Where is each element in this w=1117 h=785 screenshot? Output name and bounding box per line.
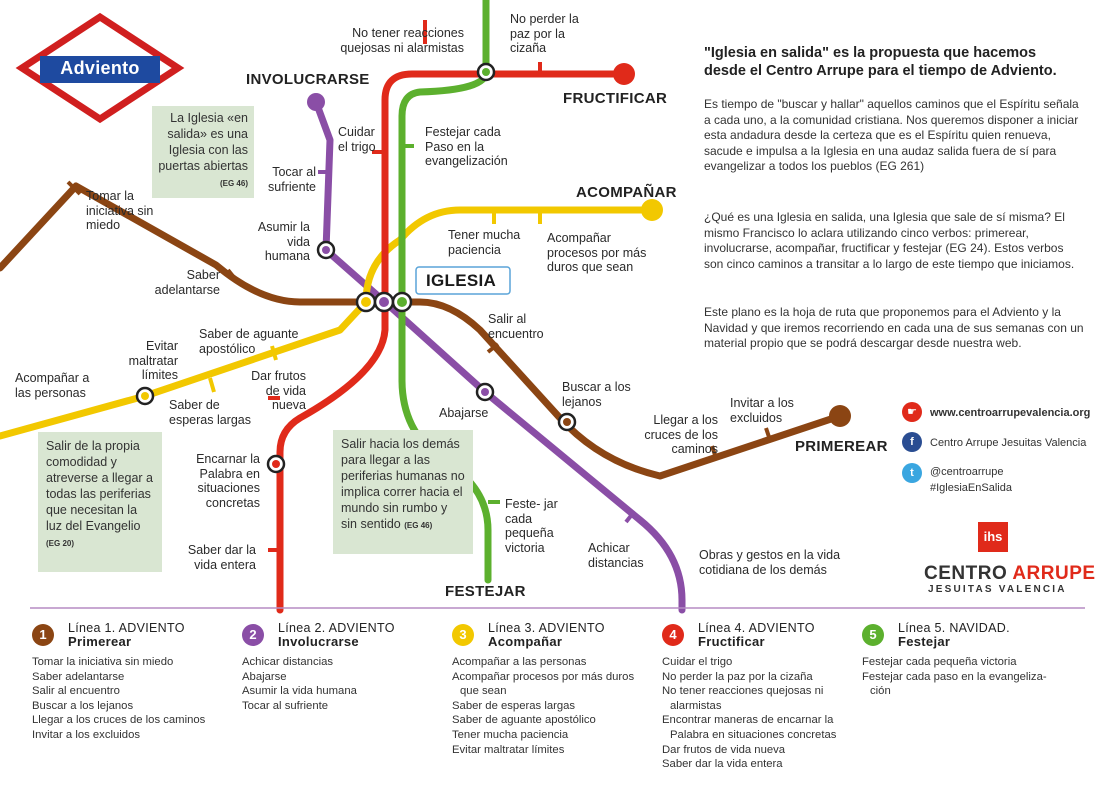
station-acompanar: ACOMPAÑAR [576, 184, 677, 201]
stop-tener-paciencia: Tener mucha paciencia [448, 228, 521, 257]
legend-title-3 [488, 621, 605, 649]
legend-item: Tocar al sufriente [242, 699, 329, 712]
legend-number-5: 5 [862, 624, 884, 646]
legend-title-4 [698, 621, 815, 649]
legend-line-name: Involucrarse [278, 634, 359, 649]
ihs-logo: ihs [978, 522, 1008, 552]
legend-line-label: Línea 2. ADVIENTO [278, 621, 395, 635]
intro-paragraph-1: Es tiempo de "buscar y hallar" aquellos caminos que el Espíritu señala a cada uno, a la comunidad cristiana. Nos queremos disponer a iniciar esta andadura desde la certeza que es el Espíritu quien renueva, sacude e impulsa a la Iglesia en una audaz salida fuera de sí para evangelizar a todos los pueblos (EG 261) [704, 97, 1079, 174]
legend-number-1: 1 [32, 624, 54, 646]
legend-item: Llegar a los cruces de los caminos [32, 714, 206, 727]
legend-item: No perder la paz por la cizaña [662, 670, 813, 683]
station-dot [563, 418, 571, 426]
legend-title-5 [898, 621, 1010, 649]
legend-item: ción [870, 685, 891, 698]
legend-list-3 [452, 655, 634, 757]
legend-line-name: Acompañar [488, 634, 563, 649]
intro-paragraph-3: Este plano es la hoja de ruta que proponemos para el Adviento y la Navidad y que iremos recorriendo en cada una de sus semanas con un material propio que se podrá descargar desde nuestra web. [704, 305, 1084, 351]
terminal-brown [829, 405, 851, 427]
stop-saber-adelantarse: Saber adelantarse [154, 268, 220, 297]
hashtag: #IglesiaEnSalida [930, 482, 1012, 494]
stop-cuidar-trigo: Cuidar el trigo [338, 125, 376, 154]
station-dot [141, 392, 149, 400]
legend-item: Tomar la iniciativa sin miedo [32, 656, 174, 668]
brand-name [924, 563, 1096, 585]
legend-item: Festejar cada pequeña victoria [862, 656, 1017, 668]
legend-item: Saber de aguante apostólico [452, 714, 596, 727]
legend-item: Saber dar la vida entera [662, 758, 783, 771]
legend-title-2 [278, 621, 395, 649]
stop-saber-dar-vida: Saber dar la vida entera [187, 543, 256, 572]
legend-line-label: Línea 3. ADVIENTO [488, 621, 605, 635]
legend-item: Abajarse [242, 670, 287, 683]
brand-sub: JESUITAS VALENCIA [928, 584, 1067, 595]
stop-saber-aguante: Saber de aguante apostólico [199, 327, 299, 356]
stop-no-tener-reacciones: No tener reacciones quejosas ni alarmistas [340, 26, 464, 55]
web-link[interactable]: www.centroarrupevalencia.org [930, 407, 1091, 419]
legend-item: Buscar a los lejanos [32, 699, 134, 712]
legend-line-label: Línea 1. ADVIENTO [68, 621, 185, 635]
facebook-icon[interactable]: f [902, 432, 922, 452]
legend-item: Palabra en situaciones concretas [670, 728, 837, 741]
legend-item: Invitar a los excluidos [32, 728, 140, 741]
station-fructificar: FRUCTIFICAR [563, 90, 668, 107]
facebook-link[interactable]: Centro Arrupe Jesuitas Valencia [930, 437, 1087, 449]
note-salir-comodidad [38, 432, 162, 572]
stop-acompanar-personas: Acompañar a las personas [15, 371, 90, 400]
legend-list-4 [662, 655, 836, 772]
legend-item: que sean [460, 685, 507, 698]
stop-buscar-lejanos: Buscar a los lejanos [562, 380, 631, 409]
stop-saber-esperas: Saber de esperas largas [169, 398, 251, 427]
brand-name-b: ARRUPE [1012, 563, 1096, 584]
note-text: Salir hacia los demás para llegar a las periferias humanas no implica correr hacia el mundo sin rumbo y sin sentido [341, 437, 465, 531]
legend-item: Salir al encuentro [32, 685, 120, 698]
legend-list-1 [32, 655, 205, 743]
tick [210, 378, 214, 392]
note-text: Salir de la propia comodidad y atreverse a llegar a todas las periferias que necesitan la luz del Evangelio [46, 439, 154, 533]
stop-acompanar-procesos: Acompañar procesos por más duros que sean [547, 231, 647, 274]
station-festejar: FESTEJAR [445, 583, 526, 600]
brand-name-a: CENTRO [924, 563, 1008, 584]
iglesia-hub [357, 293, 411, 311]
intro-title: "Iglesia en salida" es la propuesta que hacemos desde el Centro Arrupe para el tiempo de Adviento. [704, 45, 1057, 79]
station-dot [322, 246, 330, 254]
stop-dar-frutos: Dar frutos de vida nueva [251, 369, 306, 412]
legend-line-name: Fructificar [698, 634, 765, 649]
note-iglesia-puertas [152, 106, 254, 198]
note-ref: (EG 20) [46, 539, 75, 548]
note-salir-demas [333, 430, 473, 554]
legend-number-2: 2 [242, 624, 264, 646]
legend-item: Saber de esperas largas [452, 699, 576, 712]
station-dot [272, 460, 280, 468]
stop-achicar-distancias: Achicar distancias [588, 541, 644, 570]
legend-list-5 [862, 655, 1047, 699]
note-ref: (EG 46) [219, 179, 248, 188]
logo-label: Adviento [60, 58, 140, 78]
web-icon: ☛ [902, 402, 922, 422]
stop-abajarse: Abajarse [439, 406, 489, 420]
stop-festejar-paso: Festejar cada Paso en la evangelización [425, 125, 508, 168]
legend-line-name: Primerear [68, 634, 132, 649]
legend-item: No tener reacciones quejosas ni [662, 685, 824, 698]
station-dot [482, 68, 490, 76]
station-primerear: PRIMEREAR [795, 438, 888, 455]
legend-line-label: Línea 5. NAVIDAD. [898, 621, 1010, 635]
legend-number-3: 3 [452, 624, 474, 646]
stop-evitar-maltratar: Evitar maltratar límites [128, 339, 178, 382]
stop-tocar-sufriente: Tocar al sufriente [268, 165, 316, 194]
terminal-red [613, 63, 635, 85]
legend-item: Dar frutos de vida nueva [662, 743, 786, 756]
station-iglesia: IGLESIA [426, 271, 497, 290]
stop-no-perder-paz: No perder la paz por la cizaña [510, 12, 579, 55]
stop-festejar-victoria: Feste- jar cada pequeña victoria [505, 497, 558, 555]
legend-item: Asumir la vida humana [242, 685, 357, 698]
legend-item: alarmistas [670, 699, 722, 712]
legend-item: Acompañar procesos por más duros [452, 670, 635, 683]
stop-tomar-iniciativa: Tomar la iniciativa sin miedo [86, 189, 154, 232]
legend-title-1 [68, 621, 185, 649]
intro-paragraph-2: ¿Qué es una Iglesia en salida, una Iglesia que sale de sí misma? El mismo Francisco lo aclara utilizando cinco verbos: primerear, involucrarse, acompañar, fructificar y festejar (EG 24). Estos verbos son cinco caminos a transitar a lo largo de este tiempo que iniciamos. [704, 210, 1075, 271]
stop-llegar-cruces: Llegar a los cruces de los caminos [644, 413, 718, 456]
legend-number-4: 4 [662, 624, 684, 646]
legend-item: Acompañar a las personas [452, 656, 587, 668]
station-involucrarse: INVOLUCRARSE [246, 71, 370, 88]
stop-invitar-excluidos: Invitar a los excluidos [730, 396, 794, 425]
legend-line-name: Festejar [898, 634, 951, 649]
note-ref: (EG 46) [404, 521, 433, 530]
stop-asumir-vida: Asumir la vida humana [257, 220, 310, 263]
note-text: La Iglesia «en salida» es una Iglesia con las puertas abiertas [158, 111, 248, 173]
legend-item: Achicar distancias [242, 656, 334, 668]
terminal-yellow [641, 199, 663, 221]
legend-list-2 [242, 655, 357, 713]
legend-item: Cuidar el trigo [662, 656, 733, 668]
legend-item: Evitar maltratar límites [452, 743, 565, 756]
twitter-handle[interactable]: @centroarrupe [930, 466, 1004, 478]
legend-item: Encontrar maneras de encarnar la [662, 714, 834, 727]
stop-encarnar-palabra: Encarnar la Palabra en situaciones concretas [196, 452, 260, 510]
twitter-icon[interactable]: t [902, 463, 922, 483]
legend-line-label: Línea 4. ADVIENTO [698, 621, 815, 635]
terminal-purple [307, 93, 325, 111]
station-dot [481, 388, 489, 396]
legend-item: Saber adelantarse [32, 670, 125, 683]
legend-item: Tener mucha paciencia [452, 728, 569, 741]
stop-salir-encuentro: Salir al encuentro [488, 312, 544, 341]
legend-item: Festejar cada paso en la evangeliza- [862, 670, 1047, 683]
stop-obras-gestos: Obras y gestos en la vida cotidiana de los demás [699, 548, 841, 577]
